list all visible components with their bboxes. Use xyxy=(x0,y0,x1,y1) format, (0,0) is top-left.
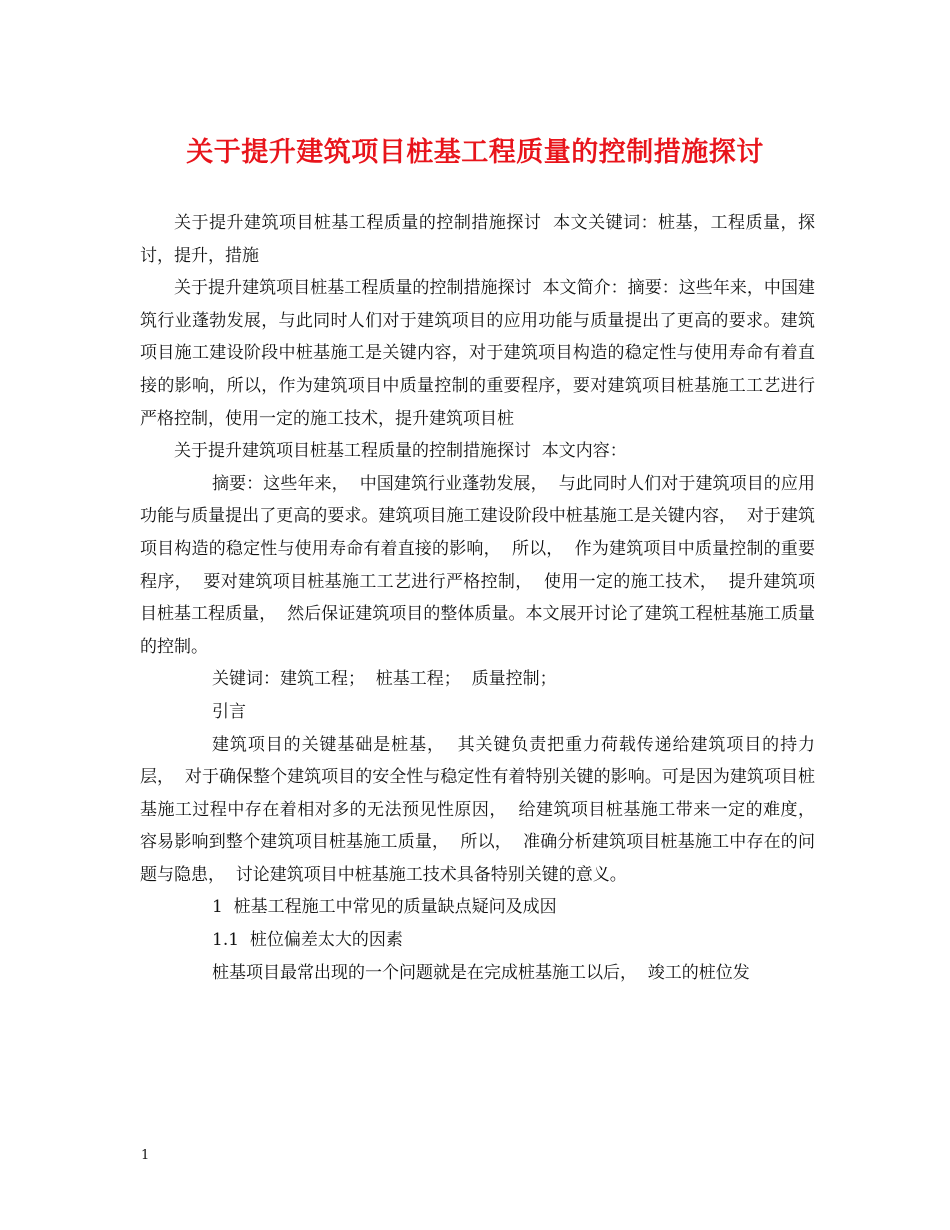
content-heading-paragraph: 关于提升建筑项目桩基工程质量的控制措施探讨 本文内容： xyxy=(174,441,627,462)
intro-paragraph: 建筑项目的关键基础是桩基， 其关键负责把重力荷载传递给建筑项目的持力层， 对于确保整个建筑项目的安全性与稳定性有着特别关键的影响。可是因为建筑项目桩基施工过程中存在着相对多的无法预见性原因， 给建筑项目桩基施工带来一定的难度， 容易影响到整个建筑项目桩基施工质量， 所以， 准确分析建筑项目桩基施工中存在的问题与隐患， 讨论建筑项目中桩基施工技术具备特别关键的意义。 xyxy=(140,734,826,885)
abstract-paragraph: 摘要：这些年来， 中国建筑行业蓬勃发展， 与此同时人们对于建筑项目的应用功能与质量提出了更高的要求。建筑项目施工建设阶段中桩基施工是关键内容， 对于建筑项目构造的稳定性与使用寿命有着直接的影响， 所以， 作为建筑项目中质量控制的重要程序， 要对建筑项目桩基施工工艺进行严格控制， 使用一定的施工技术， 提升建筑项目桩基工程质量， 然后保证建筑项目的整体质量。本文展开讨论了建筑工程桩基施工质量的控制。 xyxy=(140,473,815,657)
intro-heading: 引言 xyxy=(212,701,246,722)
section-1-1-heading: 1.1 桩位偏差太大的因素 xyxy=(212,930,403,951)
section-1-1-paragraph: 桩基项目最常出现的一个问题就是在完成桩基施工以后， 竣工的桩位发 xyxy=(212,962,750,983)
page-number: 1 xyxy=(141,1148,150,1163)
document-body xyxy=(140,207,826,989)
keywords-paragraph: 关于提升建筑项目桩基工程质量的控制措施探讨 本文关键词：桩基，工程质量，探讨，提升，措施 xyxy=(140,213,815,266)
summary-paragraph: 关于提升建筑项目桩基工程质量的控制措施探讨 本文简介：摘要：这些年来，中国建筑行业蓬勃发展，与此同时人们对于建筑项目的应用功能与质量提出了更高的要求。建筑项目施工建设阶段中桩基施工是关键内容，对于建筑项目构造的稳定性与使用寿命有着直接的影响，所以，作为建筑项目中质量控制的重要程序，要对建筑项目桩基施工工艺进行严格控制，使用一定的施工技术，提升建筑项目桩 xyxy=(140,278,815,429)
key-terms-paragraph: 关键词：建筑工程； 桩基工程； 质量控制； xyxy=(212,669,557,690)
document-title: 关于提升建筑项目桩基工程质量的控制措施探讨 xyxy=(186,137,764,168)
section-1-heading: 1 桩基工程施工中常见的质量缺点疑问及成因 xyxy=(212,897,557,918)
